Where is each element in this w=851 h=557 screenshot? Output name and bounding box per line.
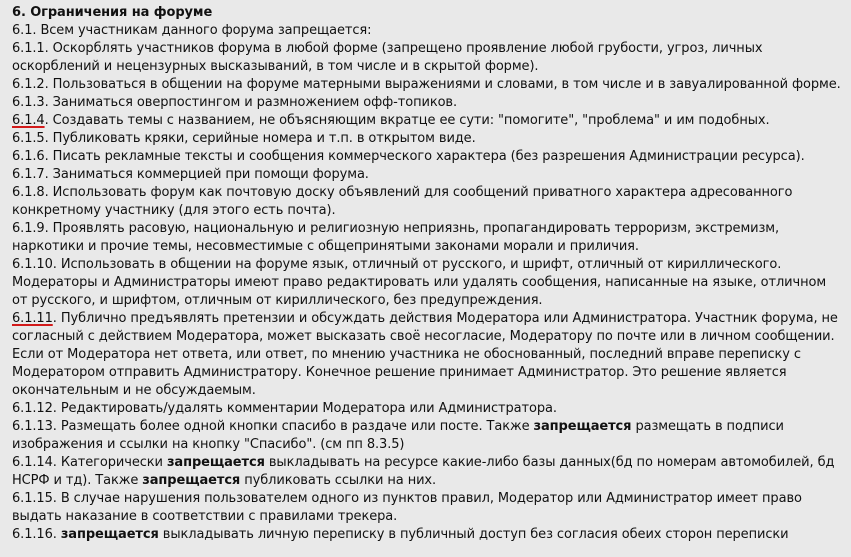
rule-6-1-9: 6.1.9. Проявлять расовую, национальную и религиозную неприязнь, пропагандировать терроризм, экстремизм, наркотики и прочие темы, несовместимые с общепринятыми законами морали и приличия. [12, 221, 780, 254]
rule-6-1-6: 6.1.6. Писать рекламные тексты и сообщения коммерческого характера (без разрешения Администрации ресурса). [12, 149, 805, 164]
rule-6-1-14-emphasis-2: запрещается [142, 473, 241, 488]
rule-6-1-16-part-c: выкладывать личную переписку в публичный доступ без согласия обеих сторон переписки [158, 527, 789, 542]
rule-6-1-12: 6.1.12. Редактировать/удалять комментарии Модератора или Администратора. [12, 401, 557, 416]
rule-6-1-4-number: 6.1.4 [12, 113, 45, 128]
rule-6-1-13 [12, 418, 845, 454]
rule-6-1-8: 6.1.8. Использовать форум как почтовую доску объявлений для сообщений приватного характера адресованного конкретному участнику (для этого есть почта). [12, 185, 793, 218]
rule-6-1-7: 6.1.7. Заниматься коммерцией при помощи форума. [12, 167, 369, 182]
rule-6-1-16-part-a: 6.1.16. [12, 527, 61, 542]
rule-6-1-10: 6.1.10. Использовать в общении на форуме язык, отличный от русского, и шрифт, отличный от кириллического. Модераторы и Администраторы имеют право редактировать или удалять сообщения, написанные на языке, отличном от русского, и шрифтом, отличным от кириллического, без предупреждения. [12, 257, 827, 308]
rule-6-1-13-part-a: 6.1.13. Размещать более одной кнопки спасибо в раздаче или посте. Также [12, 419, 534, 434]
rule-6-1-11-number: 6.1.11 [12, 311, 53, 326]
rule-6-1-5: 6.1.5. Публиковать кряки, серийные номера и т.п. в открытом виде. [12, 131, 476, 146]
rule-6-1-14-emphasis-1: запрещается [166, 455, 265, 470]
rule-6-1-3: 6.1.3. Заниматься оверпостингом и размножением офф-топиков. [12, 95, 458, 110]
rule-6-1-16 [12, 526, 845, 544]
rule-6-1-4 [12, 112, 845, 130]
rule-6-1-2: 6.1.2. Пользоваться в общении на форуме матерными выражениями и словами, в том числе и в завуалированной форме. [12, 77, 841, 92]
rule-6-1-14 [12, 454, 845, 490]
section-heading: 6. Ограничения на форуме [12, 5, 213, 20]
rule-6-1-1: 6.1.1. Оскорблять участников форума в любой форме (запрещено проявление любой грубости, угроз, личных оскорблений и нецензурных высказываний, в том числе и в скрытой форме). [12, 41, 763, 74]
rule-6-1-15: 6.1.15. В случае нарушения пользователем одного из пунктов правил, Модератор или Администратор имеет право выдать наказание в соответствии с правилами трекера. [12, 491, 802, 524]
rule-6-1-14-part-e: публиковать ссылки на них. [240, 473, 437, 488]
rule-6-1-11-text: . Публично предъявлять претензии и обсуждать действия Модератора или Администратора. Участник форума, не согласный с действием Модератора, может высказать своё несогласие, Модератору по почте или в личном сообщении. Если от Модератора нет ответа, или ответ, по мнению участника не обоснованный, последний вправе переписку с Модератором отправить Администратору. Конечное решение принимает Администратор. Это решение является окончательным и не обсуждаемым. [12, 311, 838, 398]
rule-6-1-13-part-c: размещать в подписи изображения и ссылки на кнопку "Спасибо". (см пп 8.3.5) [12, 419, 784, 452]
rule-6-1-16-emphasis: запрещается [60, 527, 159, 542]
rule-6-1-4-text: . Создавать темы с названием, не объясняющим вкратце ее сути: "помогите", "проблема" и им подобных. [44, 113, 770, 128]
rule-6-1-11 [12, 310, 845, 400]
rule-6-1: 6.1. Всем участникам данного форума запрещается: [12, 23, 372, 38]
rule-6-1-14-part-a: 6.1.14. Категорически [12, 455, 167, 470]
rule-6-1-14-part-c: выкладывать на ресурсе какие-либо базы данных(бд по номерам автомобилей, бд НСРФ и тд). Также [12, 455, 835, 488]
rule-6-1-13-emphasis: запрещается [533, 419, 632, 434]
